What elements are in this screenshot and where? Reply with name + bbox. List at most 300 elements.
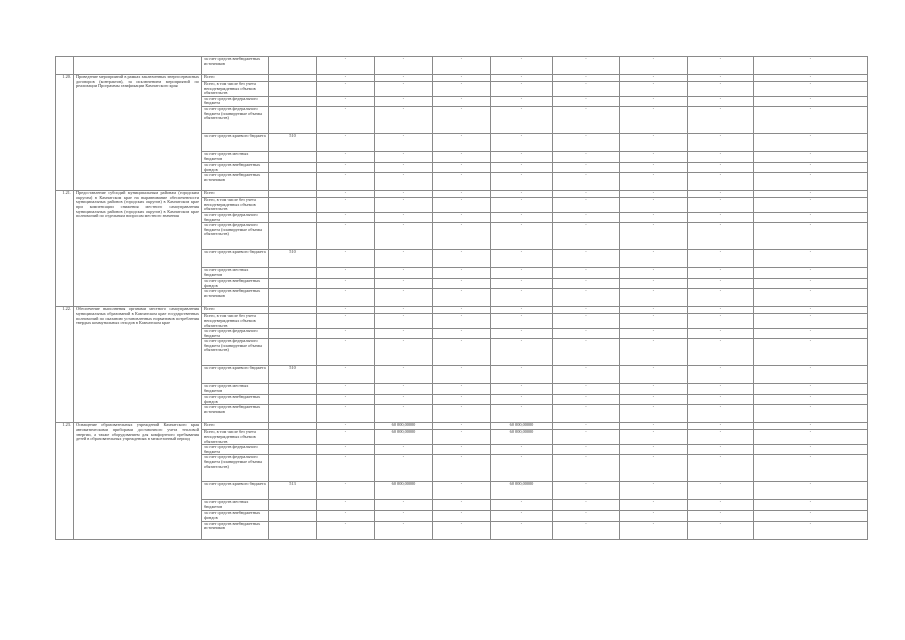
measure-name-cell: Обеспечение выполнения органами местного самоуправления муниципальных образований в Камчатском крае государственных полномочий по оказанию установленных нормативов потребления твердых коммунальных отходов в Камчатском крае [74, 307, 202, 423]
value-cell: - [317, 521, 375, 539]
funding-source-cell: Всего [202, 191, 269, 198]
value-cell: - [754, 212, 868, 222]
code-cell [269, 395, 317, 405]
value-cell: - [375, 75, 433, 82]
value-cell: - [754, 162, 868, 172]
value-cell: - [317, 445, 375, 455]
value-cell: - [553, 75, 620, 82]
value-cell: - [491, 384, 553, 395]
table-row [56, 57, 868, 75]
value-cell: - [491, 366, 553, 384]
value-cell: - [317, 96, 375, 106]
funding-source-cell: за счет средств местных бюджетов [202, 384, 269, 395]
value-cell: - [317, 151, 375, 162]
value-cell: 60 000,00000 [375, 430, 433, 445]
code-cell [269, 314, 317, 329]
value-cell: - [754, 329, 868, 339]
value-cell: - [375, 250, 433, 268]
value-cell: - [688, 173, 754, 191]
value-cell: - [491, 329, 553, 339]
funding-source-cell: за счет средств внебюджетных источников [202, 289, 269, 307]
value-cell: - [375, 268, 433, 279]
value-cell: - [688, 289, 754, 307]
value-cell: - [754, 173, 868, 191]
value-cell: - [754, 314, 868, 329]
value-cell: - [553, 223, 620, 250]
value-cell: - [620, 430, 688, 445]
value-cell: - [491, 212, 553, 222]
funding-source-cell: Всего, в том числе без учета неподтвержденных объемов обязательств [202, 314, 269, 329]
value-cell: - [688, 151, 754, 162]
value-cell: - [317, 289, 375, 307]
value-cell: - [620, 405, 688, 423]
code-cell: 510 [269, 250, 317, 268]
funding-source-cell: за счет средств местных бюджетов [202, 151, 269, 162]
value-cell: - [491, 307, 553, 314]
code-cell [269, 106, 317, 133]
value-cell: - [688, 75, 754, 82]
funding-source-cell: за счет средств внебюджетных фондов [202, 511, 269, 521]
value-cell: - [620, 268, 688, 279]
value-cell: - [620, 329, 688, 339]
value-cell: - [375, 329, 433, 339]
value-cell: - [620, 57, 688, 75]
code-cell [269, 405, 317, 423]
value-cell: - [754, 423, 868, 430]
code-cell [269, 57, 317, 75]
value-cell: - [317, 500, 375, 511]
code-cell [269, 173, 317, 191]
value-cell: - [433, 395, 491, 405]
code-cell [269, 445, 317, 455]
value-cell: 60 000,00000 [491, 423, 553, 430]
measure-name-cell [74, 57, 202, 75]
value-cell: - [375, 500, 433, 511]
value-cell: - [620, 212, 688, 222]
value-cell: - [317, 423, 375, 430]
value-cell: - [553, 455, 620, 482]
value-cell: 60 000,00000 [375, 482, 433, 500]
value-cell: - [688, 96, 754, 106]
funding-source-cell: Всего [202, 423, 269, 430]
value-cell: - [491, 279, 553, 289]
value-cell: - [375, 82, 433, 97]
value-cell: - [491, 314, 553, 329]
value-cell: - [754, 57, 868, 75]
value-cell: - [433, 482, 491, 500]
value-cell: - [553, 191, 620, 198]
code-cell [269, 96, 317, 106]
value-cell: - [754, 405, 868, 423]
value-cell: - [553, 289, 620, 307]
value-cell: - [375, 405, 433, 423]
value-cell: - [553, 395, 620, 405]
value-cell: - [375, 339, 433, 366]
value-cell: - [317, 268, 375, 279]
value-cell: - [754, 279, 868, 289]
value-cell: - [688, 57, 754, 75]
value-cell: - [688, 366, 754, 384]
value-cell: - [754, 521, 868, 539]
value-cell: - [375, 57, 433, 75]
value-cell: - [553, 482, 620, 500]
value-cell: - [317, 250, 375, 268]
value-cell: - [553, 430, 620, 445]
value-cell: - [620, 250, 688, 268]
value-cell: - [375, 455, 433, 482]
value-cell: - [553, 57, 620, 75]
value-cell: - [620, 173, 688, 191]
code-cell [269, 151, 317, 162]
value-cell: - [491, 198, 553, 213]
budget-table [55, 56, 868, 540]
value-cell: - [491, 75, 553, 82]
funding-source-cell: за счет средств федерального бюджета (планируемые объемы обязательств) [202, 455, 269, 482]
value-cell: - [491, 405, 553, 423]
value-cell: - [754, 151, 868, 162]
value-cell: - [375, 106, 433, 133]
value-cell: - [620, 162, 688, 172]
value-cell: - [553, 133, 620, 151]
funding-source-cell: за счет средств местных бюджетов [202, 500, 269, 511]
value-cell: - [491, 173, 553, 191]
value-cell: - [553, 198, 620, 213]
value-cell: - [620, 151, 688, 162]
code-cell [269, 339, 317, 366]
value-cell: - [620, 75, 688, 82]
funding-source-cell: за счет средств внебюджетных фондов [202, 279, 269, 289]
value-cell: - [620, 314, 688, 329]
value-cell: - [754, 250, 868, 268]
value-cell: - [620, 366, 688, 384]
value-cell: - [433, 57, 491, 75]
value-cell: - [491, 250, 553, 268]
funding-source-cell: за счет средств краевого бюджета [202, 366, 269, 384]
value-cell: - [317, 162, 375, 172]
value-cell: - [433, 500, 491, 511]
value-cell: - [553, 445, 620, 455]
value-cell: - [620, 482, 688, 500]
row-number-cell [56, 57, 74, 75]
value-cell: - [553, 106, 620, 133]
value-cell: - [317, 329, 375, 339]
value-cell: - [375, 198, 433, 213]
value-cell: 60 000,00000 [491, 430, 553, 445]
value-cell: - [491, 133, 553, 151]
value-cell: - [620, 307, 688, 314]
funding-source-cell: за счет средств федерального бюджета [202, 445, 269, 455]
code-cell [269, 191, 317, 198]
measure-name-cell: Оснащение образовательных учреждений Камчатского края автоматическими приборами доставочного учета тепловой энергии, а также оборудованием для комфортного пребывания детей в образовательных учреждениях в межсезонный период [74, 423, 202, 539]
value-cell: - [433, 151, 491, 162]
value-cell: - [553, 329, 620, 339]
value-cell: - [491, 511, 553, 521]
value-cell: - [317, 75, 375, 82]
value-cell: - [754, 511, 868, 521]
value-cell: - [433, 289, 491, 307]
value-cell: - [491, 521, 553, 539]
value-cell: - [375, 307, 433, 314]
value-cell: - [620, 223, 688, 250]
value-cell: - [620, 500, 688, 511]
value-cell: - [317, 384, 375, 395]
value-cell: - [491, 289, 553, 307]
value-cell: - [620, 339, 688, 366]
funding-source-cell: за счет средств местных бюджетов [202, 268, 269, 279]
value-cell: - [491, 455, 553, 482]
value-cell: - [754, 191, 868, 198]
value-cell: - [553, 96, 620, 106]
measure-name-cell: Предоставление субсидий муниципальным районам (городским округам) в Камчатском крае на выравнивание обеспеченности муниципальных районов (городских округов) в Камчатском крае при компенсации снижения местного самоуправления муниципальных районов (городских округов) в Камчатском крае полномочий по отдельным вопросам местного значения [74, 191, 202, 307]
value-cell: - [688, 198, 754, 213]
value-cell: - [317, 106, 375, 133]
value-cell: - [317, 511, 375, 521]
value-cell: - [688, 445, 754, 455]
value-cell: - [433, 191, 491, 198]
code-cell [269, 455, 317, 482]
value-cell: - [433, 445, 491, 455]
value-cell: - [375, 223, 433, 250]
value-cell: - [433, 223, 491, 250]
value-cell: - [317, 223, 375, 250]
value-cell: - [754, 133, 868, 151]
code-cell [269, 423, 317, 430]
value-cell: - [553, 366, 620, 384]
code-cell [269, 384, 317, 395]
code-cell: 513 [269, 482, 317, 500]
value-cell: - [491, 268, 553, 279]
value-cell: - [433, 279, 491, 289]
funding-source-cell: за счет средств внебюджетных источников [202, 173, 269, 191]
value-cell: - [553, 173, 620, 191]
value-cell: 60 000,00000 [491, 482, 553, 500]
value-cell: - [433, 162, 491, 172]
value-cell: - [754, 395, 868, 405]
value-cell: - [620, 198, 688, 213]
value-cell: - [553, 511, 620, 521]
value-cell: - [317, 430, 375, 445]
value-cell: - [553, 423, 620, 430]
value-cell: - [620, 82, 688, 97]
value-cell: - [317, 173, 375, 191]
value-cell: - [433, 339, 491, 366]
code-cell [269, 75, 317, 82]
value-cell: - [433, 250, 491, 268]
value-cell: - [754, 223, 868, 250]
value-cell: - [375, 395, 433, 405]
value-cell: - [317, 212, 375, 222]
funding-source-cell: Всего, в том числе без учета неподтвержденных объемов обязательств [202, 82, 269, 97]
value-cell: - [553, 279, 620, 289]
value-cell: - [317, 57, 375, 75]
value-cell: - [375, 289, 433, 307]
value-cell: - [553, 162, 620, 172]
value-cell: - [688, 384, 754, 395]
value-cell: - [433, 455, 491, 482]
value-cell: - [433, 384, 491, 395]
table-row [56, 307, 868, 314]
value-cell: - [553, 212, 620, 222]
value-cell: - [375, 212, 433, 222]
value-cell: - [433, 329, 491, 339]
value-cell: - [688, 307, 754, 314]
value-cell: - [375, 521, 433, 539]
funding-source-cell: за счет средств федерального бюджета (планируемые объемы обязательств) [202, 339, 269, 366]
value-cell: - [317, 482, 375, 500]
funding-source-cell: за счет средств краевого бюджета [202, 482, 269, 500]
value-cell: - [688, 430, 754, 445]
value-cell: - [433, 173, 491, 191]
value-cell: - [317, 395, 375, 405]
value-cell: - [688, 82, 754, 97]
value-cell: - [553, 339, 620, 366]
row-number-cell: 1.23. [56, 423, 74, 539]
value-cell: - [433, 430, 491, 445]
value-cell: - [553, 500, 620, 511]
value-cell: - [375, 133, 433, 151]
value-cell: - [688, 455, 754, 482]
value-cell: - [553, 250, 620, 268]
value-cell: - [754, 445, 868, 455]
value-cell: - [375, 279, 433, 289]
value-cell: - [433, 133, 491, 151]
value-cell: - [433, 82, 491, 97]
value-cell: - [491, 339, 553, 366]
code-cell [269, 162, 317, 172]
value-cell: - [620, 289, 688, 307]
value-cell: - [754, 96, 868, 106]
funding-source-cell: Всего [202, 75, 269, 82]
value-cell: - [433, 198, 491, 213]
value-cell: - [491, 191, 553, 198]
value-cell: - [433, 314, 491, 329]
funding-source-cell: Всего, в том числе без учета неподтвержденных объемов обязательств [202, 430, 269, 445]
value-cell: - [688, 223, 754, 250]
table-row [56, 423, 868, 430]
value-cell: - [688, 339, 754, 366]
value-cell: - [433, 75, 491, 82]
value-cell: - [688, 106, 754, 133]
value-cell: - [688, 191, 754, 198]
code-cell [269, 521, 317, 539]
value-cell: - [688, 329, 754, 339]
funding-source-cell: Всего, в том числе без учета неподтвержденных объемов обязательств [202, 198, 269, 213]
code-cell [269, 430, 317, 445]
code-cell [269, 268, 317, 279]
value-cell: - [688, 212, 754, 222]
value-cell: - [433, 96, 491, 106]
row-number-cell: 1.20. [56, 75, 74, 191]
value-cell: - [688, 250, 754, 268]
value-cell: - [491, 106, 553, 133]
value-cell: - [553, 307, 620, 314]
code-cell [269, 500, 317, 511]
funding-source-cell: за счет средств федерального бюджета [202, 212, 269, 222]
value-cell: - [375, 314, 433, 329]
value-cell: - [491, 96, 553, 106]
funding-source-cell: за счет средств краевого бюджета [202, 250, 269, 268]
value-cell: - [688, 511, 754, 521]
value-cell: - [620, 521, 688, 539]
code-cell [269, 289, 317, 307]
value-cell: - [317, 366, 375, 384]
value-cell: - [754, 482, 868, 500]
funding-source-cell: за счет средств федерального бюджета (планируемые объемы обязательств) [202, 223, 269, 250]
table-row [56, 191, 868, 198]
value-cell: - [317, 279, 375, 289]
table-row [56, 75, 868, 82]
code-cell [269, 307, 317, 314]
value-cell: - [688, 482, 754, 500]
value-cell: - [754, 366, 868, 384]
value-cell: - [620, 395, 688, 405]
funding-source-cell: за счет средств федерального бюджета [202, 96, 269, 106]
value-cell: - [620, 455, 688, 482]
value-cell: - [375, 96, 433, 106]
value-cell: - [375, 445, 433, 455]
value-cell: - [491, 500, 553, 511]
value-cell: - [754, 455, 868, 482]
value-cell: - [754, 75, 868, 82]
value-cell: - [317, 455, 375, 482]
value-cell: - [553, 151, 620, 162]
value-cell: - [688, 314, 754, 329]
value-cell: - [620, 96, 688, 106]
value-cell: - [317, 198, 375, 213]
value-cell: - [375, 151, 433, 162]
value-cell: - [375, 191, 433, 198]
value-cell: - [433, 511, 491, 521]
value-cell: - [375, 173, 433, 191]
value-cell: - [375, 384, 433, 395]
value-cell: - [553, 82, 620, 97]
funding-source-cell: за счет средств внебюджетных фондов [202, 395, 269, 405]
value-cell: - [754, 106, 868, 133]
funding-source-cell: за счет средств внебюджетных источников [202, 405, 269, 423]
value-cell: - [754, 289, 868, 307]
value-cell: - [754, 198, 868, 213]
row-number-cell: 1.22. [56, 307, 74, 423]
value-cell: - [433, 268, 491, 279]
value-cell: - [754, 339, 868, 366]
value-cell: - [620, 191, 688, 198]
value-cell: - [491, 223, 553, 250]
code-cell [269, 198, 317, 213]
value-cell: - [754, 268, 868, 279]
value-cell: - [688, 395, 754, 405]
value-cell: - [317, 307, 375, 314]
value-cell: - [553, 384, 620, 395]
value-cell: - [491, 162, 553, 172]
funding-source-cell: за счет средств федерального бюджета (планируемые объемы обязательств) [202, 106, 269, 133]
value-cell: - [620, 423, 688, 430]
value-cell: - [491, 395, 553, 405]
value-cell: - [688, 279, 754, 289]
value-cell: - [620, 279, 688, 289]
value-cell: - [317, 191, 375, 198]
value-cell: - [688, 500, 754, 511]
value-cell: - [317, 314, 375, 329]
value-cell: - [688, 162, 754, 172]
funding-source-cell: за счет средств краевого бюджета [202, 133, 269, 151]
value-cell: - [433, 423, 491, 430]
value-cell: - [688, 405, 754, 423]
value-cell: - [317, 339, 375, 366]
code-cell [269, 212, 317, 222]
value-cell: - [491, 445, 553, 455]
value-cell: - [688, 521, 754, 539]
value-cell: - [433, 521, 491, 539]
